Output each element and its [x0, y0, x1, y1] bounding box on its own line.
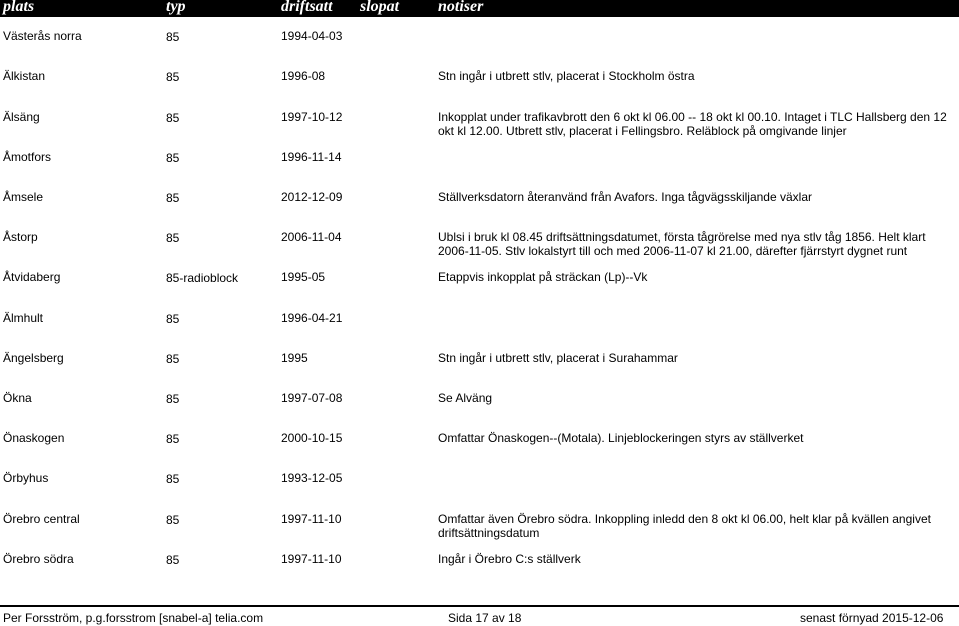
cell-driftsatt: 2000-10-15 — [281, 431, 343, 445]
cell-driftsatt: 1993-12-05 — [281, 471, 343, 485]
table-row — [0, 230, 959, 270]
cell-plats: Örebro södra — [3, 552, 74, 566]
cell-driftsatt: 1994-04-03 — [281, 29, 343, 43]
cell-plats: Älkistan — [3, 69, 46, 83]
footer-page-number: Sida 17 av 18 — [448, 611, 522, 625]
cell-driftsatt: 1995-05 — [281, 270, 326, 284]
table-row — [0, 311, 959, 351]
footer-divider — [0, 605, 959, 607]
cell-typ: 85 — [166, 432, 180, 446]
cell-typ: 85 — [166, 472, 180, 486]
cell-notiser: Etappvis inkopplat på sträckan (Lp)--Vk — [438, 270, 648, 284]
cell-typ: 85 — [166, 392, 180, 406]
table-row — [0, 110, 959, 150]
cell-plats: Åmsele — [3, 190, 44, 204]
header-driftsatt: driftsatt — [281, 0, 333, 15]
cell-notiser: Ställverksdatorn återanvänd från Avafors. Inga tågvägsskiljande växlar — [438, 190, 812, 204]
cell-plats: Ökna — [3, 391, 32, 405]
cell-plats: Åtvidaberg — [3, 270, 61, 284]
table-header — [0, 0, 959, 17]
cell-driftsatt: 2012-12-09 — [281, 190, 343, 204]
cell-driftsatt: 1997-07-08 — [281, 391, 343, 405]
header-slopat: slopat — [360, 0, 400, 15]
footer-author: Per Forsström, p.g.forsstrom [snabel-a] telia.com — [3, 611, 264, 625]
cell-typ: 85 — [166, 191, 180, 205]
cell-driftsatt: 1997-11-10 — [281, 552, 342, 566]
table-row — [0, 512, 959, 552]
table-row — [0, 190, 959, 230]
cell-typ: 85 — [166, 231, 180, 245]
cell-typ: 85 — [166, 111, 180, 125]
cell-plats: Älmhult — [3, 311, 44, 325]
cell-plats: Önaskogen — [3, 431, 65, 445]
cell-typ: 85 — [166, 352, 180, 366]
cell-notiser: Se Alväng — [438, 391, 493, 405]
cell-notiser: Stn ingår i utbrett stlv, placerat i Stockholm östra — [438, 69, 695, 83]
table-row — [0, 270, 959, 310]
cell-notiser: Omfattar Önaskogen--(Motala). Linjeblockeringen styrs av ställverket — [438, 431, 804, 445]
cell-typ: 85 — [166, 553, 180, 567]
cell-plats: Åstorp — [3, 230, 38, 244]
table-row — [0, 150, 959, 190]
cell-typ: 85 — [166, 151, 180, 165]
table-row — [0, 471, 959, 511]
cell-driftsatt: 1995 — [281, 351, 308, 365]
table-row — [0, 29, 959, 69]
cell-typ: 85-radioblock — [166, 271, 239, 285]
cell-notiser: Omfattar även Örebro södra. Inkoppling inledd den 8 okt kl 06.00, helt klar på kvällen angivet driftsättningsdatum — [438, 512, 931, 540]
cell-driftsatt: 1997-10-12 — [281, 110, 343, 124]
cell-driftsatt: 1996-11-14 — [281, 150, 342, 164]
cell-notiser: Ublsi i bruk kl 08.45 driftsättningsdatumet, första tågrörelse med nya stlv tåg 1856. Helt klart 2006-11-05. Stlv lokalstyrt till och med 2006-11-07 kl 21.00, därefter fjärrstyrt dygnet runt — [438, 230, 926, 258]
cell-driftsatt: 1996-04-21 — [281, 311, 343, 325]
cell-typ: 85 — [166, 513, 180, 527]
cell-typ: 85 — [166, 30, 180, 44]
cell-plats: Älsäng — [3, 110, 40, 124]
cell-driftsatt: 2006-11-04 — [281, 230, 342, 244]
table-row — [0, 431, 959, 471]
cell-typ: 85 — [166, 312, 180, 326]
cell-notiser: Inkopplat under trafikavbrott den 6 okt kl 06.00 -- 18 okt kl 00.10. Intaget i TLC Hallsberg den 12 okt kl 12.00. Utbrett stlv, placerat i Fellingsbro. Reläblock på omgivande linjer — [438, 110, 947, 138]
footer-updated: senast förnyad 2015-12-06 — [800, 611, 944, 625]
cell-notiser: Ingår i Örebro C:s ställverk — [438, 552, 581, 566]
header-typ: typ — [166, 0, 186, 15]
cell-notiser: Stn ingår i utbrett stlv, placerat i Surahammar — [438, 351, 678, 365]
table-row — [0, 69, 959, 109]
header-plats: plats — [3, 0, 35, 15]
table-row — [0, 391, 959, 431]
cell-driftsatt: 1997-11-10 — [281, 512, 342, 526]
cell-plats: Örbyhus — [3, 471, 49, 485]
cell-plats: Västerås norra — [3, 29, 82, 43]
header-notiser: notiser — [438, 0, 484, 15]
cell-plats: Ängelsberg — [3, 351, 64, 365]
cell-driftsatt: 1996-08 — [281, 69, 326, 83]
table-row — [0, 351, 959, 391]
table-row — [0, 552, 959, 592]
cell-plats: Åmotfors — [3, 150, 52, 164]
cell-plats: Örebro central — [3, 512, 80, 526]
cell-typ: 85 — [166, 70, 180, 84]
